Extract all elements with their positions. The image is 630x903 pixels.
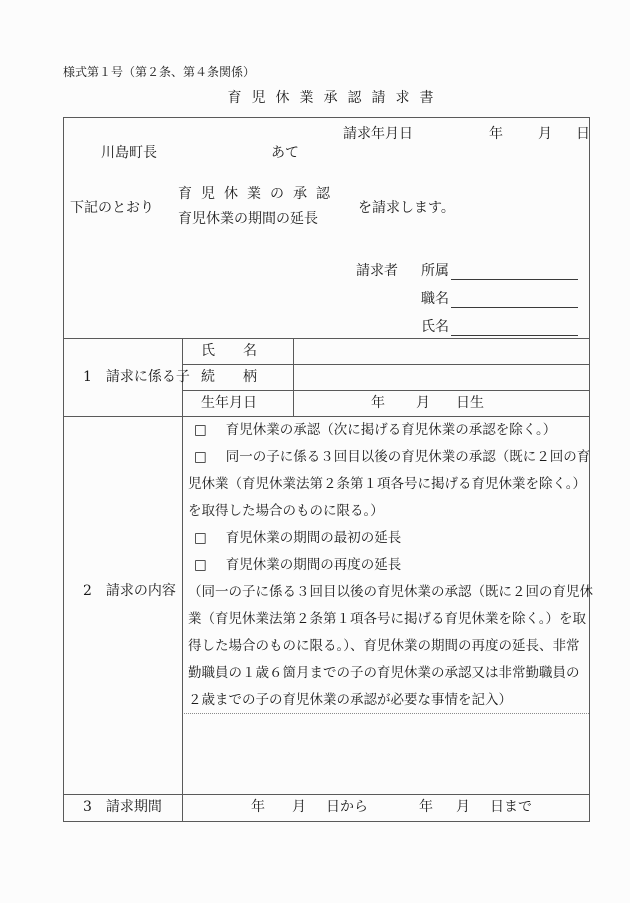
divider-child-row2: [182, 390, 589, 391]
form-title: 育児休業承認請求書: [227, 90, 444, 106]
period-to-day-label: 日まで: [490, 799, 532, 815]
section3-title: [83, 798, 162, 816]
request-suffix-text: を請求します。: [358, 200, 455, 216]
checkbox-label: 育児休業の承認（次に掲げる育児休業の承認を除く。）: [225, 422, 557, 438]
checkbox-icon: □: [194, 422, 207, 438]
checkbox-label: 同一の子に係る３回目以後の育児休業の承認（既に２回の育: [225, 449, 591, 465]
position-fill-line: [451, 292, 578, 308]
section2-blank-area: [183, 714, 589, 794]
name-label: 氏名: [421, 319, 449, 335]
content-line: 児休業（育児休業法第２条第１項各号に掲げる育児休業を除く。）: [188, 476, 586, 492]
checkbox-label: 育児休業の期間の最初の延長: [225, 530, 402, 546]
checkbox-line-second-extension: [188, 552, 588, 579]
birthdate-month-label: 月: [416, 395, 430, 411]
period-from-day-label: 日から: [326, 799, 368, 815]
request-option-approval: 育児休業の承認: [178, 186, 339, 202]
addressee-name: 川島町長: [101, 145, 157, 161]
requester-field-affiliation: [421, 262, 578, 280]
form-box: [63, 117, 593, 822]
section2-title-text: 請求の内容: [105, 583, 176, 599]
checkbox-line-third-leave: [188, 444, 591, 471]
content-line: （同一の子に係る３回目以後の育児休業の承認（既に２回の育児休: [188, 584, 593, 600]
birthdate-day-label: 日生: [456, 395, 484, 411]
period-to-month-label: 月: [456, 799, 470, 815]
section1-title: [83, 368, 190, 386]
section2-content: [188, 417, 593, 714]
period-to-year-label: 年: [419, 799, 433, 815]
affiliation-label: 所属: [421, 263, 449, 279]
section3-number: 3: [83, 799, 92, 815]
section1-number: 1: [83, 369, 92, 385]
period-from-year-label: 年: [251, 799, 265, 815]
checkbox-icon: □: [194, 449, 207, 465]
request-date-year-label: 年: [489, 126, 503, 142]
section2-number: 2: [83, 583, 92, 599]
checkbox-label: 育児休業の期間の再度の延長: [225, 557, 402, 573]
intro-text: 下記のとおり: [70, 200, 154, 216]
requester-field-position: [421, 290, 578, 308]
content-line: ２歳までの子の育児休業の承認が必要な事情を記入）: [188, 692, 512, 708]
content-line: 業（育児休業法第２条第１項各号に掲げる育児休業を除く。）を取: [188, 611, 586, 627]
request-date-label: 請求年月日: [343, 126, 413, 142]
child-birthdate-label: 生年月日: [201, 395, 257, 411]
checkbox-line-first-extension: [188, 525, 588, 552]
child-relation-value-cell: [294, 365, 589, 390]
requester-label: 請求者: [356, 263, 398, 279]
period-from-month-label: 月: [292, 799, 306, 815]
affiliation-fill-line: [451, 264, 578, 280]
content-line: 得した場合のものに限る。）、育児休業の期間の再度の延長、非常: [188, 638, 580, 654]
checkbox-icon: □: [194, 530, 207, 546]
birthdate-year-label: 年: [371, 395, 385, 411]
section2-title: [83, 582, 176, 600]
content-line: を取得した場合のものに限る。）: [188, 503, 384, 519]
child-name-value-cell: [294, 339, 589, 364]
position-label: 職名: [421, 291, 449, 307]
checkbox-line-approval: [188, 417, 588, 444]
content-line: 勤職員の１歳６箇月までの子の育児休業の承認又は非常勤職員の: [188, 665, 580, 681]
section3-title-text: 請求期間: [105, 799, 162, 815]
request-date-month-label: 月: [538, 126, 552, 142]
child-name-label: 氏 名: [201, 343, 257, 359]
form-number: 様式第１号（第２条、第４条関係）: [63, 65, 256, 79]
child-relation-label: 続 柄: [201, 369, 257, 385]
requester-field-name: [421, 318, 578, 336]
divider-section3-top: [64, 794, 589, 795]
section1-title-text: 請求に係る子: [105, 369, 190, 385]
request-option-extension: 育児休業の期間の延長: [178, 211, 318, 227]
checkbox-icon: □: [194, 557, 207, 573]
name-fill-line: [451, 320, 578, 336]
request-date-day-label: 日: [576, 126, 590, 142]
addressee-suffix: あて: [271, 145, 299, 161]
